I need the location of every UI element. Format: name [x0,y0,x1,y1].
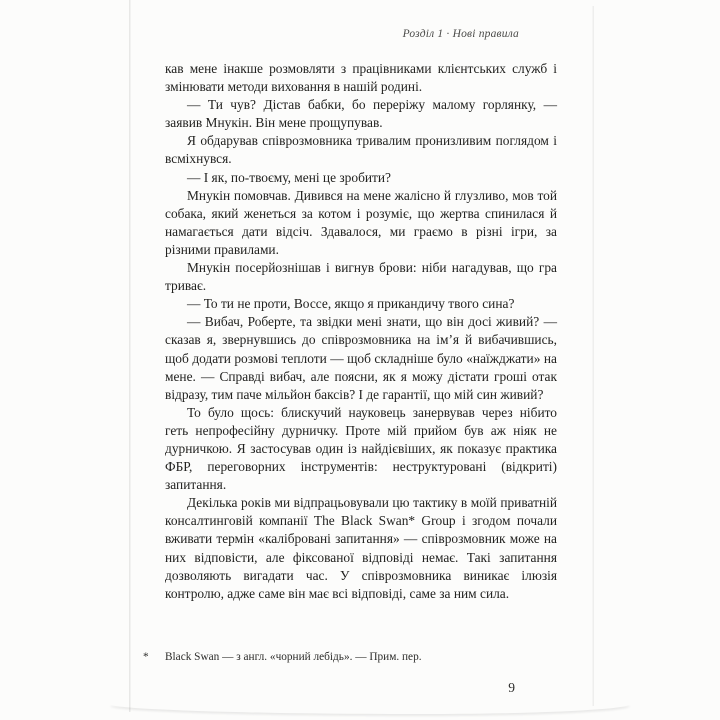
page-edge-right [592,6,594,706]
paragraph: Мнукін посерйознішав і вигнув брови: ніби нагадував, що гра триває. [165,260,557,294]
paragraph: — То ти не проти, Воссе, якщо я прикандичу твого сина? [187,296,515,312]
paragraph: — Ти чув? Дістав бабки, бо переріжу малому горлянку, — заявив Мнукін. Він мене прощупував. [165,97,557,131]
page-body [165,60,557,603]
paragraph: — Вибач, Роберте, та звідки мені знати, що він досі живий? — сказав я, звернувшись до співрозмовника на ім’я й вибачившись, щоб додати розмові теплоти — щоб складніше було «наїжджати» на мене. — Справді вибач, але поясни, як я можу дістати гроші отак відразу, тим паче мільйон баксів? І де гарантії, що мій син живий? [165,314,557,402]
paragraph: Я обдарував співрозмовника тривалим пронизливим поглядом і всміхнувся. [165,133,557,167]
paragraph: — І як, по-твоєму, мені це зробити? [187,169,392,185]
running-header: Розділ 1 · Нові правила [402,28,519,40]
footnote [143,650,557,665]
paragraph: кав мене інакше розмовляти з працівниками клієнтських служб і змінювати методи виховання в нашій родині. [165,61,557,95]
page-edge-bottom [110,704,630,714]
footnote-text: Black Swan — з англ. «чорний лебідь». — Прим. пер. [165,651,422,663]
paragraph: Декілька років ми відпрацьовували цю тактику в моїй приватній консалтинговій компанії The Black Swan* Group і згодом почали вживати термін «калібровані запитання» — співрозмовник може на них відповісти, але фіксованої відповіді немає. Такі запитання дозволяють вигадати час. У співрозмовника виникає ілюзія контролю, адже саме він має всі відповіді, саме за ним сила. [165,495,557,601]
page-edge-left [129,0,131,712]
text-block [165,28,557,603]
paragraph: Мнукін помовчав. Дивився на мене жалісно й глузливо, мов той собака, який женеться за котом і розуміє, що жертва спинилася й намагається дати відсіч. Здавалося, ми граємо в різні ігри, за різними правилами. [165,187,557,257]
footnote-marker: * [143,651,149,663]
paragraph: То було щось: блискучий науковець занервував через нібито геть непрофесійну дурничку. Проте мій прийом був аж ніяк не дурничкою. Я застосував один із найдієвіших, як показує практика ФБР, переговорних інструментів: неструктуровані (відкриті) запитання. [165,404,557,493]
page-number: 9 [508,680,515,695]
